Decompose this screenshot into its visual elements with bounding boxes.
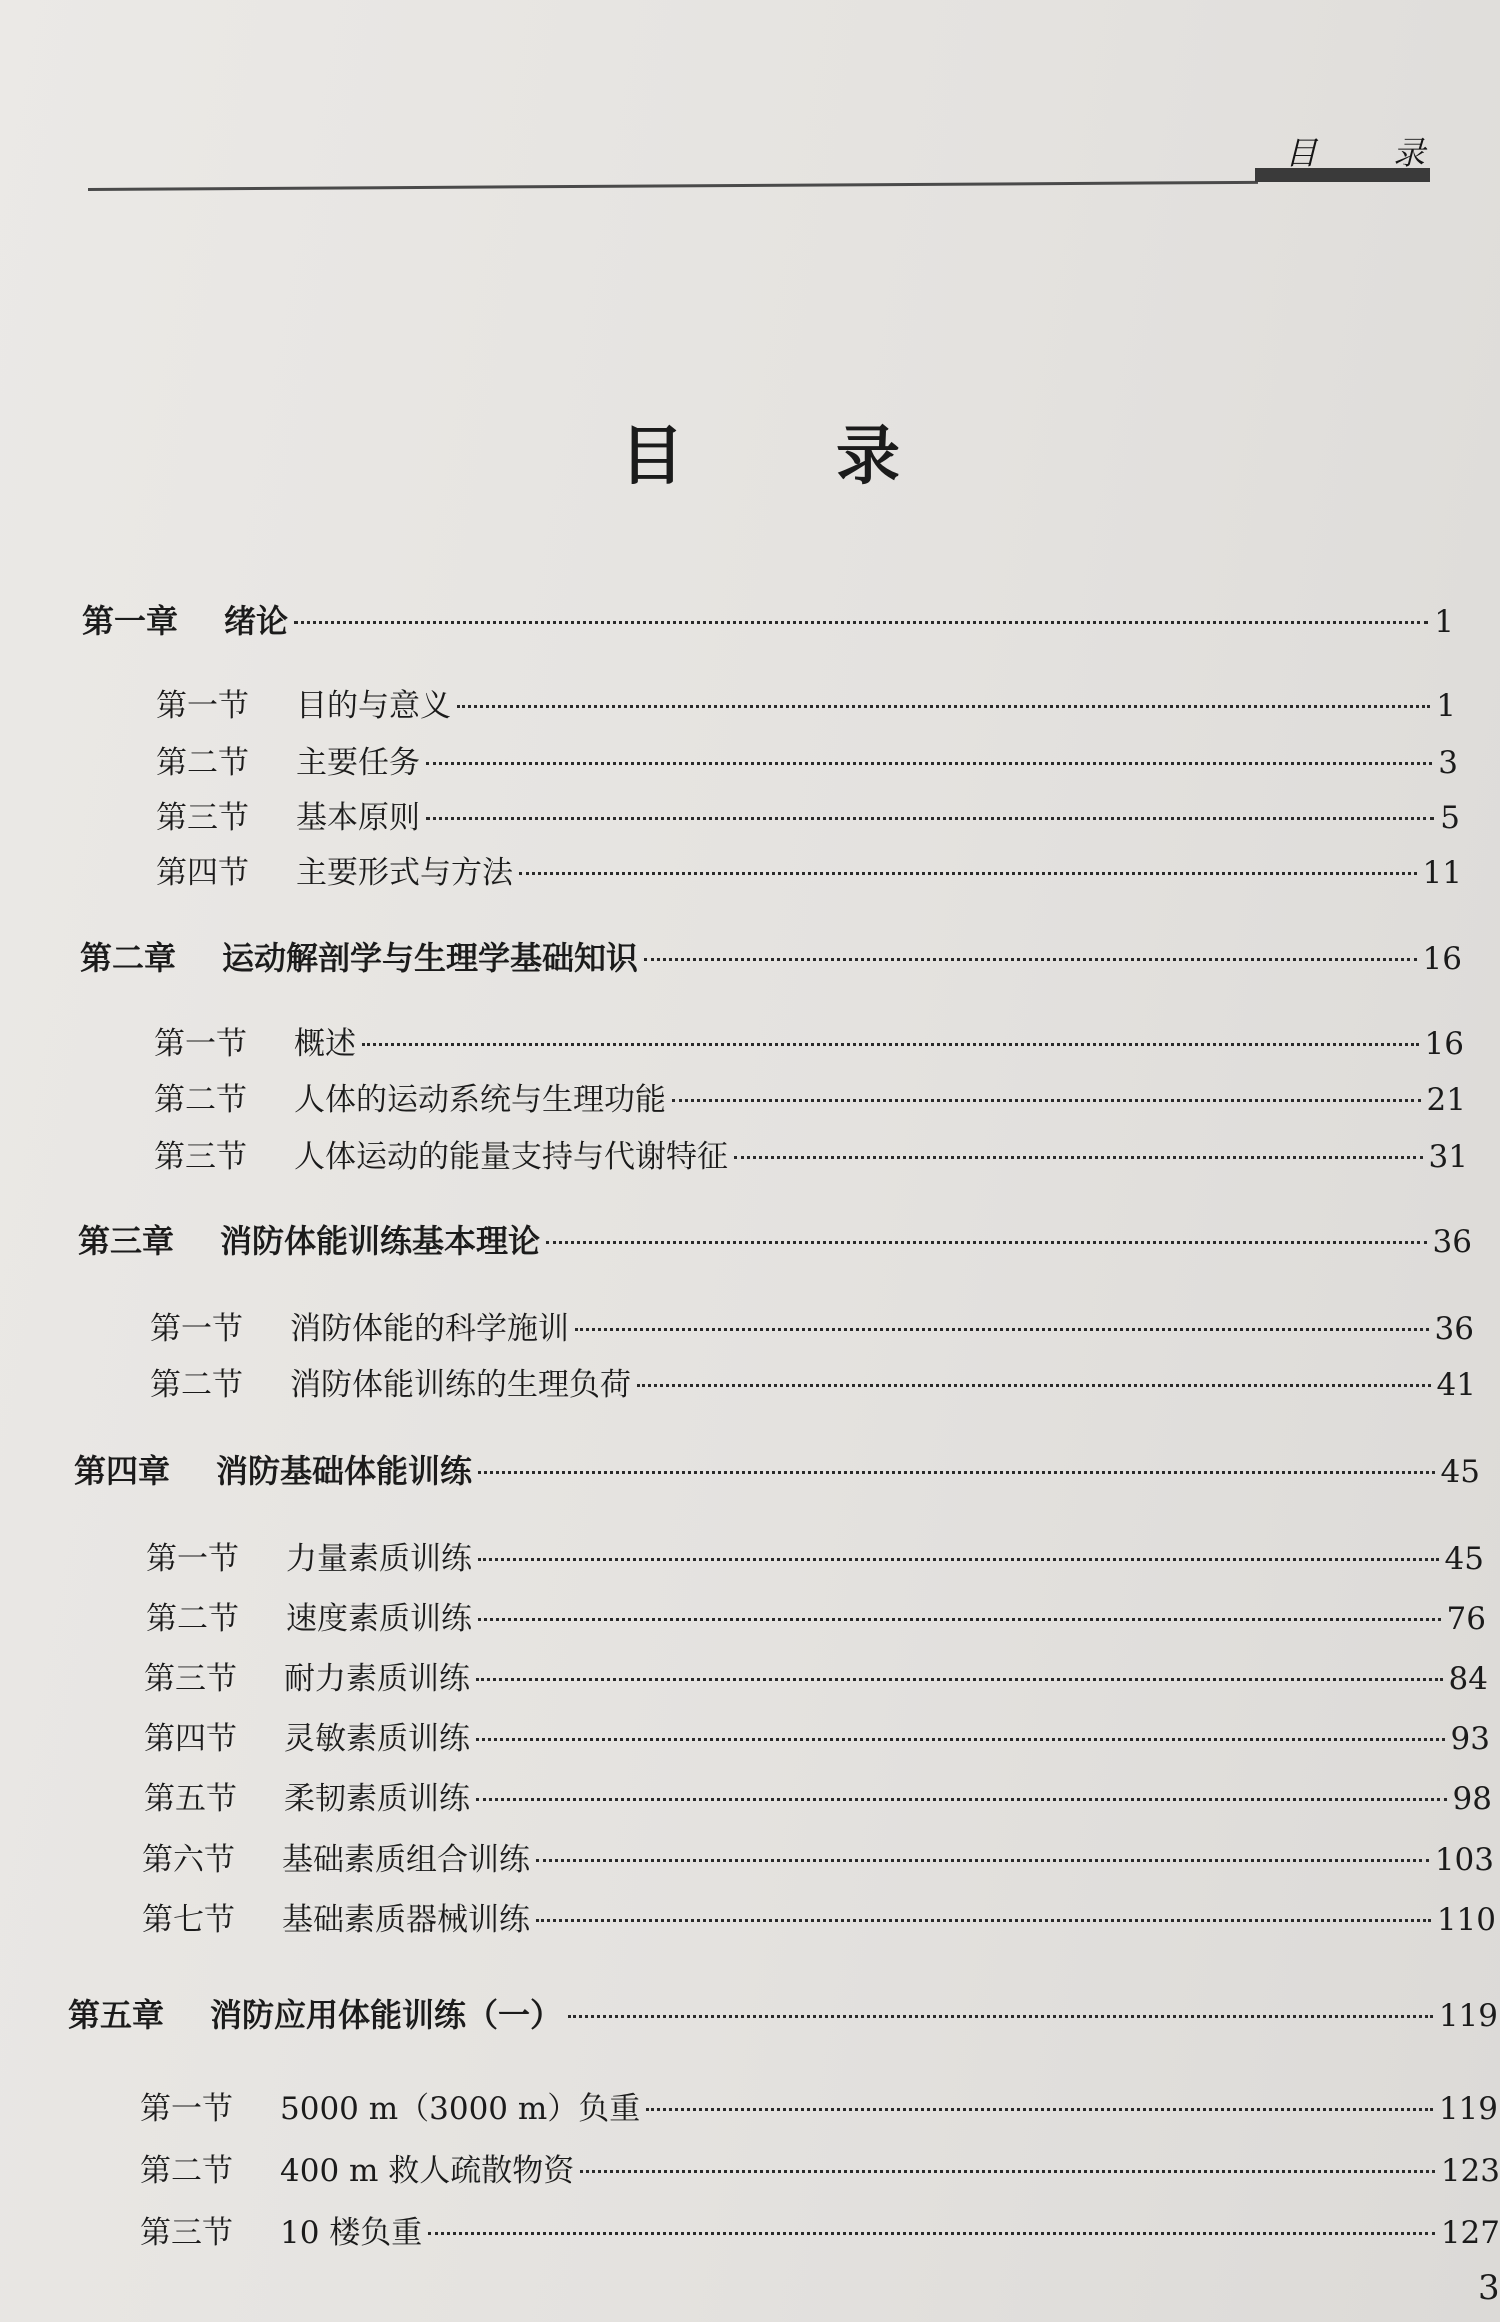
section-title: 10 楼负重 <box>280 2215 423 2251</box>
toc-section-4-1[interactable] <box>146 1533 1484 1578</box>
page-ref: 93 <box>1450 1721 1490 1757</box>
page-ref: 45 <box>1444 1541 1484 1577</box>
section-title: 基础素质组合训练 <box>282 1842 530 1878</box>
page-ref: 119 <box>1438 2091 1498 2127</box>
dot-leader <box>294 621 1428 624</box>
running-head-label <box>1285 128 1425 174</box>
dot-leader <box>672 1099 1421 1102</box>
section-title: 消防体能训练的生理负荷 <box>290 1367 631 1403</box>
dot-leader <box>457 705 1430 708</box>
page-title <box>620 405 900 497</box>
section-number: 第二节 <box>154 1082 247 1118</box>
toc-chapter-5[interactable] <box>68 1990 1498 2036</box>
toc-section-5-1[interactable] <box>140 2083 1498 2128</box>
section-title: 人体的运动系统与生理功能 <box>294 1082 666 1118</box>
section-number: 第二节 <box>150 1367 243 1403</box>
page-ref: 21 <box>1426 1082 1466 1118</box>
chapter-number: 第一章 <box>82 602 179 640</box>
page-ref: 76 <box>1446 1601 1486 1637</box>
page-ref: 36 <box>1434 1311 1474 1347</box>
toc-section-3-1[interactable] <box>150 1303 1474 1348</box>
section-number: 第一节 <box>154 1026 247 1062</box>
toc-section-1-2[interactable] <box>156 737 1458 782</box>
section-number: 第四节 <box>156 855 249 891</box>
dot-leader <box>646 2108 1433 2111</box>
dot-leader <box>734 1156 1423 1159</box>
section-title: 力量素质训练 <box>286 1541 472 1577</box>
toc-section-4-3[interactable] <box>144 1653 1488 1698</box>
section-number: 第六节 <box>142 1842 235 1878</box>
chapter-number: 第五章 <box>68 1996 165 2034</box>
toc-section-4-2[interactable] <box>146 1593 1486 1638</box>
section-title: 主要形式与方法 <box>296 855 513 891</box>
section-title: 灵敏素质训练 <box>284 1721 470 1757</box>
dot-leader <box>362 1043 1419 1046</box>
page-ref: 11 <box>1422 855 1462 891</box>
page-ref: 31 <box>1428 1139 1468 1175</box>
section-number: 第四节 <box>144 1721 237 1757</box>
page-title-char-2: 录 <box>836 420 900 494</box>
section-number: 第一节 <box>140 2091 233 2127</box>
page-ref: 110 <box>1436 1902 1496 1938</box>
chapter-title: 消防应用体能训练（一） <box>210 1996 563 2034</box>
header-rule <box>88 181 1258 191</box>
dot-leader <box>426 817 1434 820</box>
toc-section-2-2[interactable] <box>154 1074 1466 1119</box>
dot-leader <box>478 1618 1441 1621</box>
toc-section-4-4[interactable] <box>144 1713 1490 1758</box>
page-ref: 41 <box>1436 1367 1476 1403</box>
dot-leader <box>428 2232 1435 2235</box>
section-title: 基础素质器械训练 <box>282 1902 530 1938</box>
toc-section-3-2[interactable] <box>150 1359 1476 1404</box>
section-number: 第三节 <box>140 2215 233 2251</box>
toc-section-1-3[interactable] <box>156 792 1460 837</box>
page-ref: 119 <box>1438 1998 1498 2034</box>
section-title: 400 m 救人疏散物资 <box>280 2153 575 2189</box>
chapter-title: 消防基础体能训练 <box>216 1452 473 1490</box>
section-number: 第五节 <box>144 1781 237 1817</box>
section-title: 速度素质训练 <box>286 1601 472 1637</box>
toc-section-2-3[interactable] <box>154 1131 1468 1176</box>
page-ref: 127 <box>1440 2215 1500 2251</box>
show-through-texture <box>90 235 1470 559</box>
toc-section-2-1[interactable] <box>154 1018 1464 1063</box>
chapter-number: 第四章 <box>74 1452 171 1490</box>
chapter-number: 第三章 <box>78 1222 175 1260</box>
dot-leader <box>546 1241 1427 1244</box>
dot-leader <box>476 1798 1447 1801</box>
section-title: 基本原则 <box>296 800 420 836</box>
page-ref: 98 <box>1452 1781 1492 1817</box>
dot-leader <box>478 1471 1435 1474</box>
chapter-number: 第二章 <box>80 939 177 977</box>
dot-leader <box>519 872 1417 875</box>
page-ref: 45 <box>1440 1454 1480 1490</box>
section-title: 主要任务 <box>296 745 420 781</box>
page-title-char-1: 目 <box>620 420 684 494</box>
toc-section-1-1[interactable] <box>156 680 1456 725</box>
dot-leader <box>536 1859 1429 1862</box>
dot-leader <box>637 1384 1431 1387</box>
dot-leader <box>426 762 1432 765</box>
toc-chapter-1[interactable] <box>82 596 1454 642</box>
toc-section-4-5[interactable] <box>144 1773 1492 1818</box>
chapter-title: 绪论 <box>224 602 289 640</box>
dot-leader <box>644 958 1417 961</box>
page-ref: 103 <box>1434 1842 1494 1878</box>
dot-leader <box>568 2015 1433 2018</box>
section-number: 第一节 <box>150 1311 243 1347</box>
page-ref: 5 <box>1440 800 1460 836</box>
toc-section-5-2[interactable] <box>140 2145 1500 2190</box>
toc-section-5-3[interactable] <box>140 2207 1500 2252</box>
running-head <box>0 0 1500 200</box>
section-number: 第二节 <box>156 745 249 781</box>
section-title: 柔韧素质训练 <box>284 1781 470 1817</box>
page-ref: 16 <box>1424 1026 1464 1062</box>
page-ref: 16 <box>1422 941 1462 977</box>
section-number: 第七节 <box>142 1902 235 1938</box>
dot-leader <box>536 1919 1431 1922</box>
dot-leader <box>478 1558 1439 1561</box>
dot-leader <box>580 2170 1435 2173</box>
dot-leader <box>476 1738 1445 1741</box>
page-ref: 1 <box>1436 688 1456 724</box>
page-ref: 36 <box>1432 1224 1472 1260</box>
page-number: 3 <box>1478 2268 1500 2308</box>
chapter-title: 消防体能训练基本理论 <box>220 1222 541 1260</box>
section-title: 目的与意义 <box>296 688 451 724</box>
toc-chapter-2[interactable] <box>80 933 1462 979</box>
toc-section-1-4[interactable] <box>156 847 1462 892</box>
toc-chapter-3[interactable] <box>78 1216 1472 1262</box>
section-title: 5000 m（3000 m）负重 <box>280 2091 641 2127</box>
section-number: 第三节 <box>156 800 249 836</box>
section-title: 人体运动的能量支持与代谢特征 <box>294 1139 728 1175</box>
toc-chapter-4[interactable] <box>74 1446 1480 1492</box>
section-title: 耐力素质训练 <box>284 1661 470 1697</box>
section-number: 第三节 <box>144 1661 237 1697</box>
page-ref: 3 <box>1438 745 1458 781</box>
running-head-char-2: 录 <box>1392 134 1425 172</box>
section-title: 消防体能的科学施训 <box>290 1311 569 1347</box>
toc-section-4-7[interactable] <box>142 1894 1496 1939</box>
section-number: 第二节 <box>146 1601 239 1637</box>
toc-section-4-6[interactable] <box>142 1834 1494 1879</box>
section-title: 概述 <box>294 1026 356 1062</box>
dot-leader <box>476 1678 1443 1681</box>
page-ref: 123 <box>1440 2153 1500 2189</box>
section-number: 第一节 <box>146 1541 239 1577</box>
running-head-char-1: 目 <box>1285 134 1318 172</box>
section-number: 第二节 <box>140 2153 233 2189</box>
section-number: 第一节 <box>156 688 249 724</box>
page-ref: 84 <box>1448 1661 1488 1697</box>
dot-leader <box>575 1328 1429 1331</box>
section-number: 第三节 <box>154 1139 247 1175</box>
page-ref: 1 <box>1434 604 1454 640</box>
chapter-title: 运动解剖学与生理学基础知识 <box>222 939 639 977</box>
